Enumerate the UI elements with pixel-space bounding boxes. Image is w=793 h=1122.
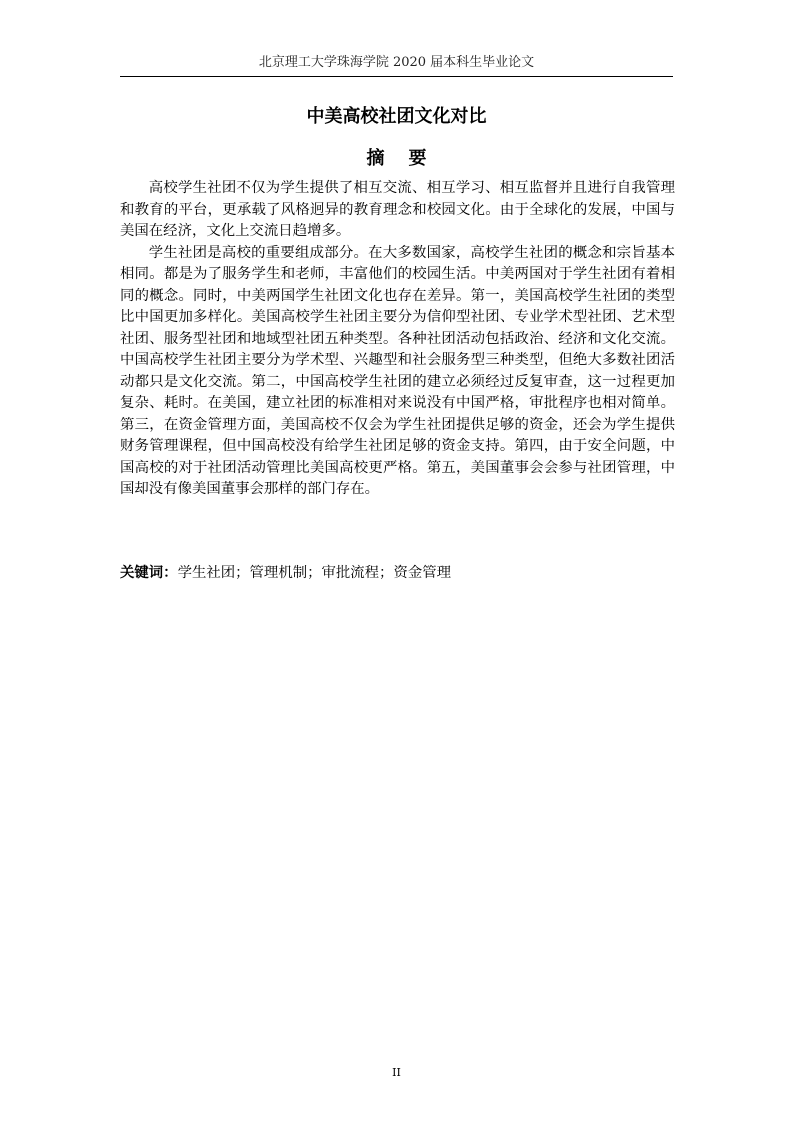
keywords-text: 学生社团；管理机制；审批流程；资金管理 [177,565,452,581]
abstract-paragraph-1: 高校学生社团不仅为学生提供了相互交流、相互学习、相互监督并且进行自我管理和教育的平台，更承载了风格迥异的教育理念和校园文化。由于全球化的发展，中国与美国在经济，文化上交流日趋增多。 [120,180,675,239]
keywords-label: 关键词： [120,565,178,581]
running-header: 北京理工大学珠海学院 2020 届本科生毕业论文 [258,55,535,70]
keywords-line [120,563,673,584]
abstract-body [120,178,675,501]
abstract-paragraph-2: 学生社团是高校的重要组成部分。在大多数国家，高校学生社团的概念和宗旨基本相同。都是为了服务学生和老师，丰富他们的校园生活。中美两国对于学生社团有着相同的概念。同时，中美两国学生社团文化也存在差异。第一，美国高校学生社团的类型比中国更加多样化。美国高校学生社团主要分为信仰型社团、专业学术型社团、艺术型社团、服务型社团和地域型社团五种类型。各种社团活动包括政治、经济和文化交流。中国高校学生社团主要分为学术型、兴趣型和社会服务型三种类型，但绝大多数社团活动都只是文化交流。第二，中国高校学生社团的建立必须经过反复审查，这一过程更加复杂、耗时。在美国，建立社团的标准相对来说没有中国严格，审批程序也相对简单。第三，在资金管理方面，美国高校不仅会为学生社团提供足够的资金，还会为学生提供财务管理课程，但中国高校没有给学生社团足够的资金支持。第四，由于安全问题，中国高校的对于社团活动管理比美国高校更严格。第五，美国董事会会参与社团管理，中国却没有像美国董事会那样的部门存在。 [120,244,675,497]
page-number: II [392,1066,401,1079]
header-divider [120,76,673,77]
page-title: 中美高校社团文化对比 [306,106,487,127]
abstract-heading: 摘要 [366,148,451,169]
